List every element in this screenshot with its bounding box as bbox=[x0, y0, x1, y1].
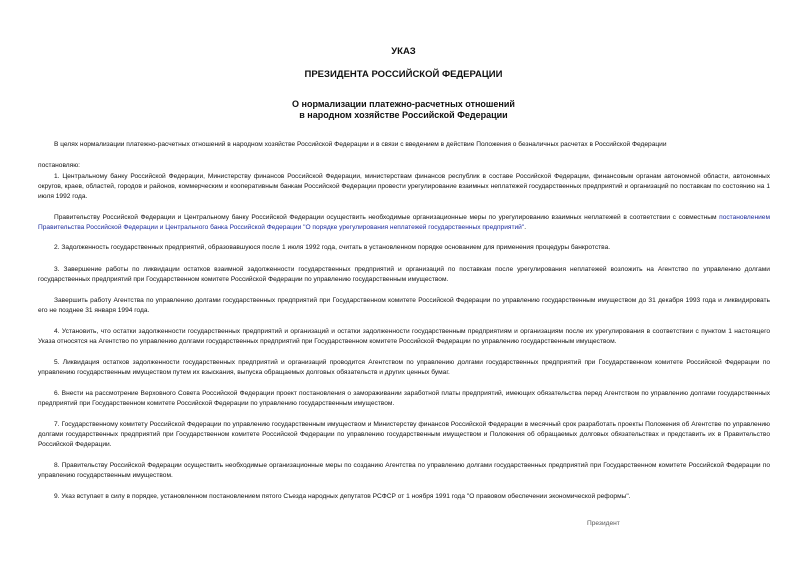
paragraph-5: 5. Ликвидация остатков задолженности государственных предприятий и организаций проводится Агентством по управлению долгами государственных предприятий при Государственном комитете Российской Федерации по управлению государственным имуществом путем их взыскания, выпуска обращаемых долговых обязательств и других ценных бумаг. bbox=[38, 359, 770, 376]
heading-line-2: в народном хозяйстве Российской Федерации bbox=[299, 110, 508, 120]
document-title: УКАЗ bbox=[391, 46, 416, 57]
intro-paragraph: В целях нормализации платежно-расчетных отношений в народном хозяйстве Российской Федерации и в связи с введением в действие Положения о безналичных расчетах в Российской Федерации bbox=[54, 141, 667, 148]
paragraph-3: 3. Завершение работы по ликвидации остатков взаимной задолженности государственных предприятий и организаций по поставкам после урегулирования неплатежей возложить на Агентство по управлению долгами государственных предприятий при Государственном комитете Российской Федерации по управлению государственным имуществом. bbox=[38, 266, 770, 283]
heading-line-1: О нормализации платежно-расчетных отношений bbox=[292, 99, 515, 109]
signature: Президент bbox=[587, 520, 620, 527]
paragraph-8: 8. Правительству Российской Федерации осуществить необходимые организационные меры по созданию Агентства по управлению долгами государственных предприятий при Государственном комитете Российской Федерации по управлению государственным имуществом. bbox=[38, 462, 770, 479]
paragraph-7: 7. Государственному комитету Российской Федерации по управлению государственным имуществом и Министерству финансов Российской Федерации в месячный срок разработать проекты Положения об Агентстве по управлению долгами государственных предприятий при Государственном комитете Российской Федерации по управлению государственным имуществом и Положения об обращаемых долговых обязательствах и представить их в Правительство Российской Федерации. bbox=[38, 421, 770, 448]
resolve-text: постановляю: bbox=[38, 162, 81, 169]
paragraph-2: 2. Задолженность государственных предприятий, образовавшуюся после 1 июля 1992 года, считать в установленном порядке основанием для применения процедуры банкротства. bbox=[54, 244, 611, 251]
paragraph-6: 6. Внести на рассмотрение Верховного Совета Российской Федерации проект постановления о замораживании заработной платы предприятий, имеющих обязательства перед Агентством по управлению долгами государственных предприятий при Государственном комитете Российской Федерации по управлению государственным имуществом. bbox=[38, 390, 770, 407]
document-subtitle: ПРЕЗИДЕНТА РОССИЙСКОЙ ФЕДЕРАЦИИ bbox=[304, 69, 503, 80]
document-heading bbox=[0, 99, 807, 121]
paragraph-3b: Завершить работу Агентства по управлению долгами государственных предприятий при Государственном комитете Российской Федерации по управлению государственным имуществом до 31 декабря 1993 года и ликвидировать его не позднее 31 января 1994 года. bbox=[38, 297, 770, 314]
paragraph-9: 9. Указ вступает в силу в порядке, установленном постановлением пятого Съезда народных депутатов РСФСР от 1 ноября 1991 года "О правовом обеспечении экономической реформы". bbox=[54, 493, 631, 500]
paragraph-1b bbox=[38, 213, 770, 233]
paragraph-1b-text: Правительству Российской Федерации и Центральному банку Российской Федерации осуществить необходимые организационные меры по урегулированию взаимных неплатежей в соответствии с совместным bbox=[54, 214, 717, 221]
paragraph-1b-end: . bbox=[524, 224, 527, 231]
paragraph-1: 1. Центральному банку Российской Федерации, Министерству финансов Российской Федерации, министерствам финансов республик в составе Российской Федерации, финансовым органам автономной области, автономных округов, краев, областей, городов и районов, коммерческим и кооперативным банкам Российской Федерации провести урегулирование взаимных неплатежей государственных предприятий и организаций по поставкам по состоянию на 1 июля 1992 года. bbox=[38, 173, 770, 200]
resolution-link[interactable]: постановлением Правительства Российской Федерации и Центрального банка Российской Федерации "О порядке урегулирования неплатежей государственных предприятий" bbox=[38, 214, 770, 231]
paragraph-4: 4. Установить, что остатки задолженности государственных предприятий и организаций и остатки задолженности государственным предприятиям и организациям после их урегулирования в соответствии с пунктом 1 настоящего Указа относятся на Агентство по управлению долгами государственных предприятий при Государственном комитете Российской Федерации по управлению государственным имуществом. bbox=[38, 328, 770, 345]
